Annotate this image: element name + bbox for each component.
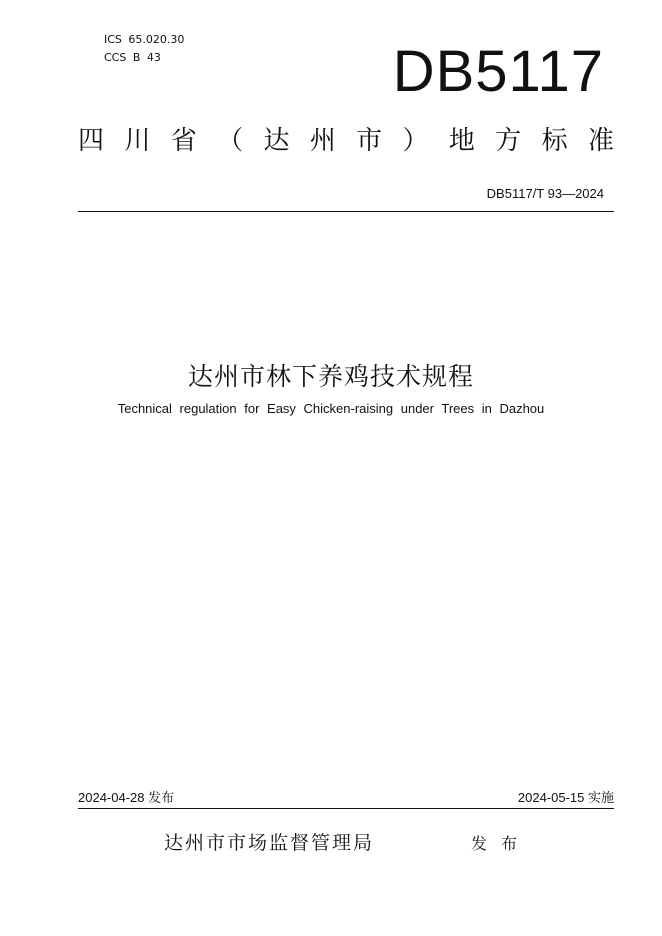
ccs-code: CCS B 43 xyxy=(104,51,161,64)
authority-char: 准 xyxy=(587,126,614,156)
header-divider xyxy=(78,211,614,212)
standard-number: DB5117/T 93—2024 xyxy=(486,186,604,201)
authority-char: 标 xyxy=(541,126,568,156)
publisher-name: 达州市市场监督管理局 xyxy=(164,832,375,854)
authority-char: 省 xyxy=(170,126,197,156)
authority-char: 方 xyxy=(495,126,522,156)
issuing-authority-heading xyxy=(78,124,614,158)
ics-code: ICS 65.020.30 xyxy=(104,33,185,46)
implementation-date: 2024-05-15 实施 xyxy=(517,790,614,805)
authority-char: 州 xyxy=(309,126,336,156)
issue-date: 2024-04-28 发布 xyxy=(78,790,175,805)
authority-char: （ xyxy=(217,126,244,156)
authority-char: ） xyxy=(402,126,429,156)
document-title-english: Technical regulation for Easy Chicken-raising under Trees in Dazhou xyxy=(117,401,545,416)
authority-char: 地 xyxy=(448,126,475,156)
authority-char: 市 xyxy=(356,126,383,156)
standard-code: DB5117 xyxy=(392,39,604,104)
document-title-chinese: 达州市林下养鸡技术规程 xyxy=(187,362,474,391)
authority-char: 达 xyxy=(263,126,290,156)
footer-divider xyxy=(78,808,614,809)
authority-char: 四 xyxy=(78,126,105,156)
authority-char: 川 xyxy=(124,126,151,156)
publish-label: 发布 xyxy=(471,834,532,853)
